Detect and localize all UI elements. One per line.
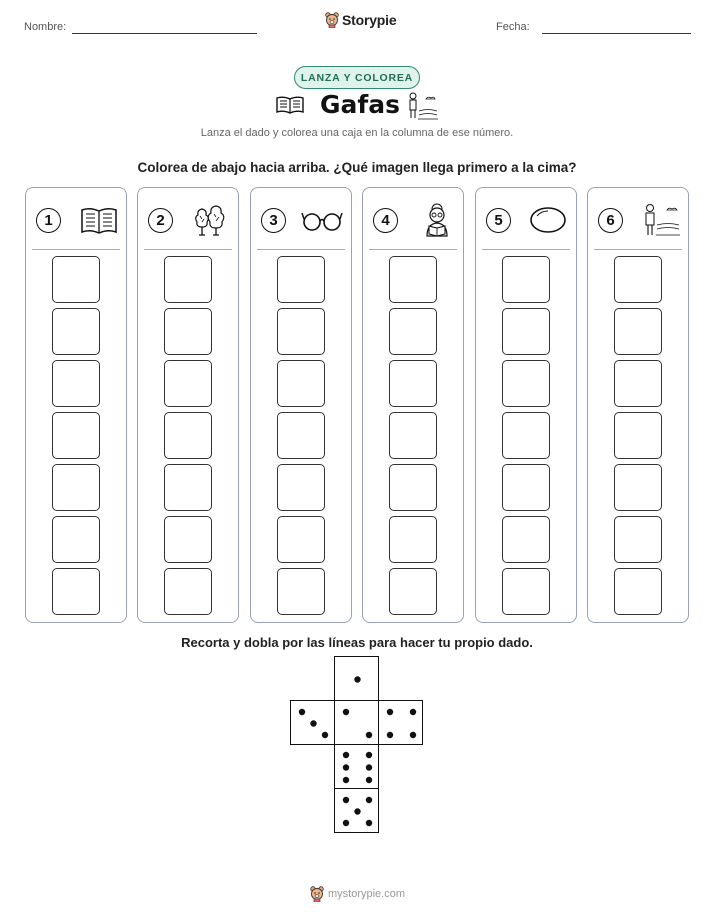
column-divider [482, 249, 570, 250]
column-header [148, 202, 230, 238]
column-header [373, 202, 455, 238]
column-divider [594, 249, 682, 250]
color-box[interactable] [389, 308, 437, 355]
color-box[interactable] [164, 308, 212, 355]
column-3 [250, 187, 352, 623]
color-box[interactable] [52, 256, 100, 303]
color-box[interactable] [502, 516, 550, 563]
column-4 [362, 187, 464, 623]
color-box[interactable] [502, 360, 550, 407]
column-2 [137, 187, 239, 623]
column-1 [25, 187, 127, 623]
column-number: 2 [148, 208, 173, 233]
color-box[interactable] [164, 568, 212, 615]
person-seaside-icon [404, 91, 438, 121]
column-header [598, 202, 680, 238]
color-box[interactable] [52, 516, 100, 563]
column-divider [32, 249, 120, 250]
footer [310, 886, 405, 902]
color-box[interactable] [389, 568, 437, 615]
dice-instruction: Recorta y dobla por las líneas para hacer tu propio dado. [181, 635, 533, 650]
color-box[interactable] [614, 568, 662, 615]
column-divider [144, 249, 232, 250]
column-6 [587, 187, 689, 623]
column-number: 5 [486, 208, 511, 233]
color-box[interactable] [52, 412, 100, 459]
column-5 [475, 187, 577, 623]
color-box[interactable] [52, 308, 100, 355]
die-face-1 [334, 656, 379, 701]
color-box[interactable] [277, 516, 325, 563]
color-box[interactable] [52, 360, 100, 407]
color-box[interactable] [52, 568, 100, 615]
die-face-4 [378, 700, 423, 745]
color-box[interactable] [614, 360, 662, 407]
grandma-reading-icon [419, 202, 455, 238]
color-box[interactable] [614, 256, 662, 303]
color-box[interactable] [502, 412, 550, 459]
column-number: 1 [36, 208, 61, 233]
lens-icon [528, 206, 568, 234]
subtitle: Lanza el dado y colorea una caja en la columna de ese número. [200, 127, 514, 139]
column-header [486, 202, 568, 238]
color-box[interactable] [164, 360, 212, 407]
color-box[interactable] [614, 412, 662, 459]
color-box[interactable] [389, 360, 437, 407]
color-box[interactable] [389, 412, 437, 459]
brand-name: Storypie [342, 12, 397, 28]
color-box[interactable] [389, 516, 437, 563]
bear-logo-icon [325, 12, 339, 28]
activity-badge: LANZA Y COLOREA [294, 66, 420, 89]
color-box[interactable] [164, 464, 212, 511]
column-divider [257, 249, 345, 250]
color-box[interactable] [614, 516, 662, 563]
color-box[interactable] [164, 256, 212, 303]
name-label: Nombre: [24, 21, 67, 33]
color-box[interactable] [277, 568, 325, 615]
color-box[interactable] [277, 308, 325, 355]
color-box[interactable] [502, 308, 550, 355]
color-box[interactable] [389, 256, 437, 303]
bear-logo-icon [310, 886, 324, 902]
die-face-2 [334, 700, 379, 745]
color-box[interactable] [277, 464, 325, 511]
color-box[interactable] [502, 464, 550, 511]
color-box[interactable] [502, 568, 550, 615]
brand-logo [325, 12, 396, 28]
color-box[interactable] [277, 360, 325, 407]
color-box[interactable] [52, 464, 100, 511]
color-box[interactable] [389, 464, 437, 511]
page-title: Gafas [320, 90, 401, 119]
glasses-icon [301, 208, 343, 232]
trees-icon [192, 203, 230, 237]
column-divider [369, 249, 457, 250]
footer-url[interactable]: mystorypie.com [328, 888, 406, 900]
color-box[interactable] [277, 256, 325, 303]
color-box[interactable] [502, 256, 550, 303]
date-line[interactable] [542, 33, 691, 34]
open-book-icon [80, 204, 118, 236]
column-header [261, 202, 343, 238]
instruction-text: Colorea de abajo hacia arriba. ¿Qué imagen llega primero a la cima? [137, 160, 577, 175]
die-face-6 [334, 744, 379, 789]
name-line[interactable] [72, 33, 257, 34]
die-face-5 [334, 788, 379, 833]
column-number: 6 [598, 208, 623, 233]
date-label: Fecha: [496, 21, 530, 33]
column-number: 4 [373, 208, 398, 233]
color-box[interactable] [164, 516, 212, 563]
color-box[interactable] [164, 412, 212, 459]
column-header [36, 202, 118, 238]
person-seaside-icon [640, 202, 680, 238]
color-box[interactable] [614, 464, 662, 511]
color-box[interactable] [614, 308, 662, 355]
die-face-3 [290, 700, 335, 745]
column-number: 3 [261, 208, 286, 233]
open-book-icon [275, 95, 305, 115]
color-box[interactable] [277, 412, 325, 459]
